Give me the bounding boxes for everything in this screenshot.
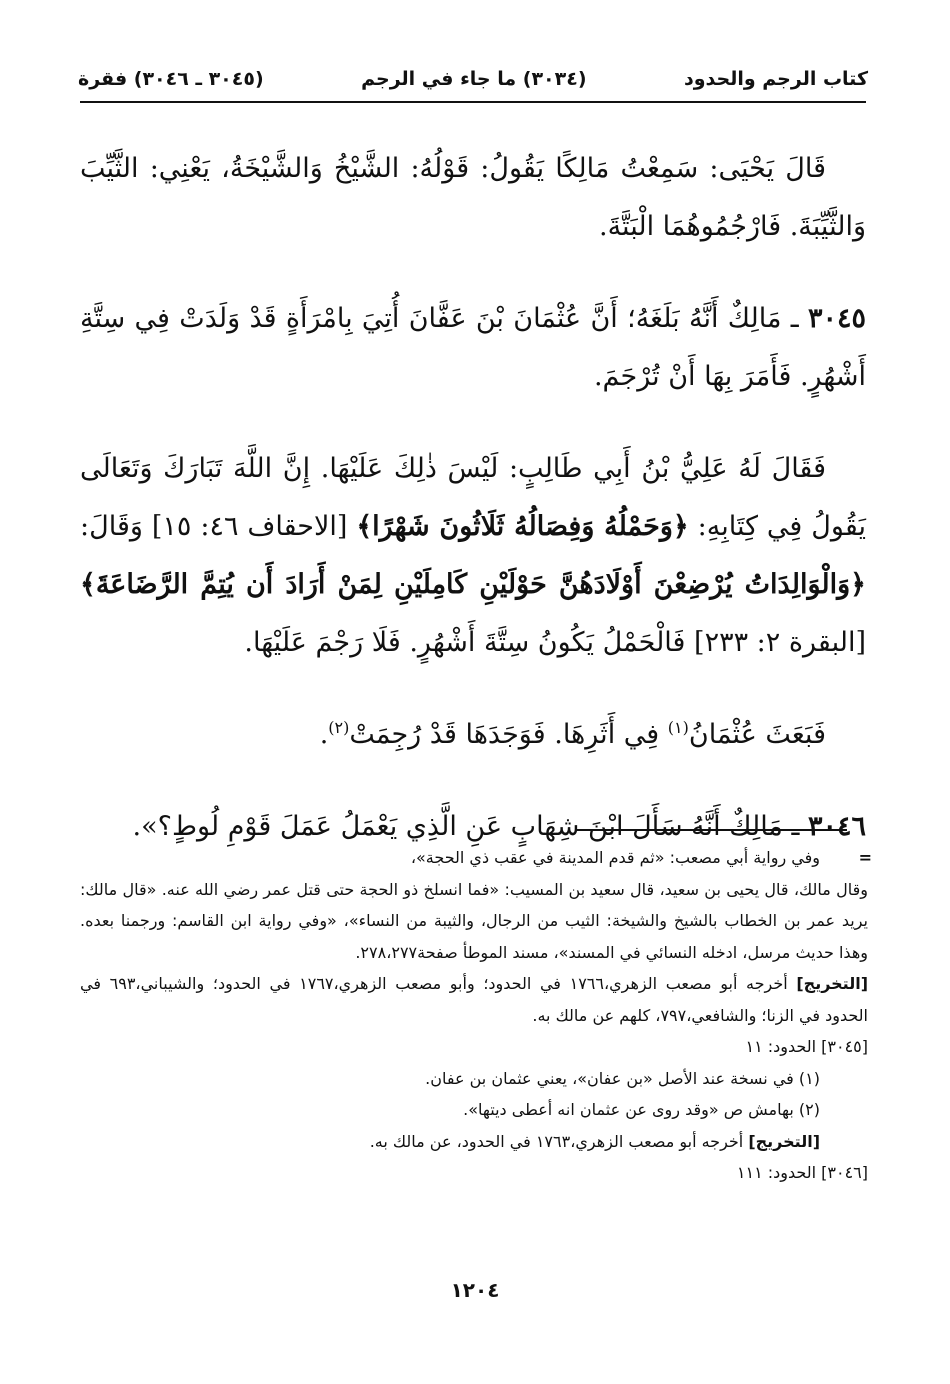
reference-3046: [٣٠٤٦] الحدود: ١١١ [736, 1163, 868, 1182]
hadith-3046-text: ـ مَالِكٌ أَنَّهُ سَأَلَ ابْنَ شِهَابٍ عَنِ الَّذِي يَعْمَلُ عَمَلَ قَوْمِ لُوطٍ؟». [132, 811, 800, 842]
paragraph-range: (٣٠٤٥ ـ ٣٠٤٦) فقرة [78, 68, 264, 90]
uthman-text-a: فَبَعَثَ عُثْمَانُ [688, 719, 826, 750]
takhrij-3046 [80, 1126, 868, 1158]
chapter-title: (٣٠٣٤) ما جاء في الرجم [361, 68, 587, 90]
footnote-1: (١) في نسخة عند الأصل «بن عفان»، يعني عثمان بن عفان. [425, 1068, 820, 1088]
hadith-number-3045: ٣٠٤٥ [807, 303, 866, 334]
ali-paragraph [80, 440, 866, 672]
uthman-text-end: . [319, 719, 329, 750]
uthman-text-b: فِي أَثَرِهَا. فَوَجَدَهَا قَدْ رُجِمَتْ [349, 719, 660, 750]
ali-text-c: فَالْحَمْلُ يَكُونُ سِتَّةَ أَشْهُرٍ. فَلَا رَجْمَ عَلَيْهَا. [244, 627, 686, 658]
continuation-mark: = [858, 848, 872, 867]
takhrij-3045-text: أخرجه أبو مصعب الزهري،١٧٦٦ في الحدود؛ وأبو مصعب الزهري،١٧٦٧ في الحدود؛ والشيباني،٦٩٣ في الحدود في الزنا؛ والشافعي،٧٩٧، كلهم عن مالك به. [80, 974, 868, 1025]
header-divider [80, 101, 866, 103]
footnote-divider [575, 829, 847, 831]
main-text [80, 140, 866, 856]
book-title: كتاب الرجم والحدود [683, 68, 868, 90]
reference-3045: [٣٠٤٥] الحدود: ١١ [745, 1037, 868, 1056]
quran-ref-1: [الاحقاف ٤٦: ١٥] [151, 511, 348, 542]
footnote-2: (٢) بهامش ص «وقد روى عن عثمان انه أعطى ديتها». [463, 1100, 820, 1119]
takhrij-3046-text: أخرجه أبو مصعب الزهري،١٧٦٣ في الحدود، عن مالك به. [369, 1131, 744, 1151]
takhrij-label-1: [التخريج] [796, 974, 869, 993]
footnote-continuation [80, 842, 872, 1063]
footnote-ref-2: (٢) [328, 718, 350, 737]
page-number: ١٢٠٤ [450, 1278, 500, 1302]
takhrij-label-2: [التخريج] [748, 1131, 820, 1151]
quran-quote-2: ﴿وَالْوَالِدَاتُ يُرْضِعْنَ أَوْلَادَهُنَّ حَوْلَيْنِ كَامِلَيْنِ لِمَنْ أَرَادَ أَن يُتِمَّ الرَّضَاعَةَ﴾ [80, 569, 866, 600]
quran-quote-1: ﴿وَحَمْلُهُ وَفِصَالُهُ ثَلَاثُونَ شَهْرًا﴾ [356, 511, 689, 542]
continuation-line-1: وفي رواية أبي مصعب: «ثم قدم المدينة في عقب ذي الحجة»، [410, 848, 820, 867]
uthman-paragraph [80, 706, 866, 764]
hadith-number-3046: ٣٠٤٦ [807, 811, 866, 842]
hadith-3045-text: ـ مَالِكٌ أَنَّهُ بَلَغَهُ؛ أَنَّ عُثْمَانَ بْنَ عَفَّانَ أُتِيَ بِامْرَأَةٍ قَدْ وَلَدَتْ فِي سِتَّةِ أَشْهُرٍ. فَأَمَرَ بِهَا أَنْ تُرْجَمَ. [80, 303, 866, 392]
running-header [78, 58, 868, 100]
hadith-3045 [80, 290, 866, 406]
ali-text-a: فَقَالَ لَهُ عَلِيُّ بْنُ أَبِي طَالِبٍ: لَيْسَ ذٰلِكَ عَلَيْهَا. إِنَّ اللَّهَ تَبَارَكَ وَتَعَالَى يَقُولُ فِي كِتَابِهِ: [80, 453, 866, 542]
takhrij-3045 [80, 968, 868, 1031]
ali-text-b: وَقَالَ: [80, 511, 143, 542]
yahya-paragraph: قَالَ يَحْيَى: سَمِعْتُ مَالِكًا يَقُولُ: قَوْلُهُ: الشَّيْخُ وَالشَّيْخَةُ، يَعْنِي: الثَّيِّبَ وَالثَّيِّبَةَ. فَارْجُمُوهُمَا الْبَتَّةَ. [80, 153, 866, 242]
footnotes [80, 842, 872, 1189]
footnote-ref-1: (١) [667, 718, 689, 737]
quran-ref-2: [البقرة ٢: ٢٣٣] [694, 627, 866, 658]
continuation-text: وقال مالك، قال يحيى بن سعيد، قال سعيد بن المسيب: «فما انسلخ ذو الحجة حتى قتل عمر رضي الله عنه. «قال مالك: يريد عمر بن الخطاب بالشيخ والشيخة: الثيب من الرجال، والثيبة من النساء»، «وفي رواية ابن القاسم: ورجمنا بعده. وهذا حديث مرسل، ادخله النسائي في المسند»، مسند الموطأ صفحة٢٧٨،٢٧٧. [80, 879, 868, 962]
